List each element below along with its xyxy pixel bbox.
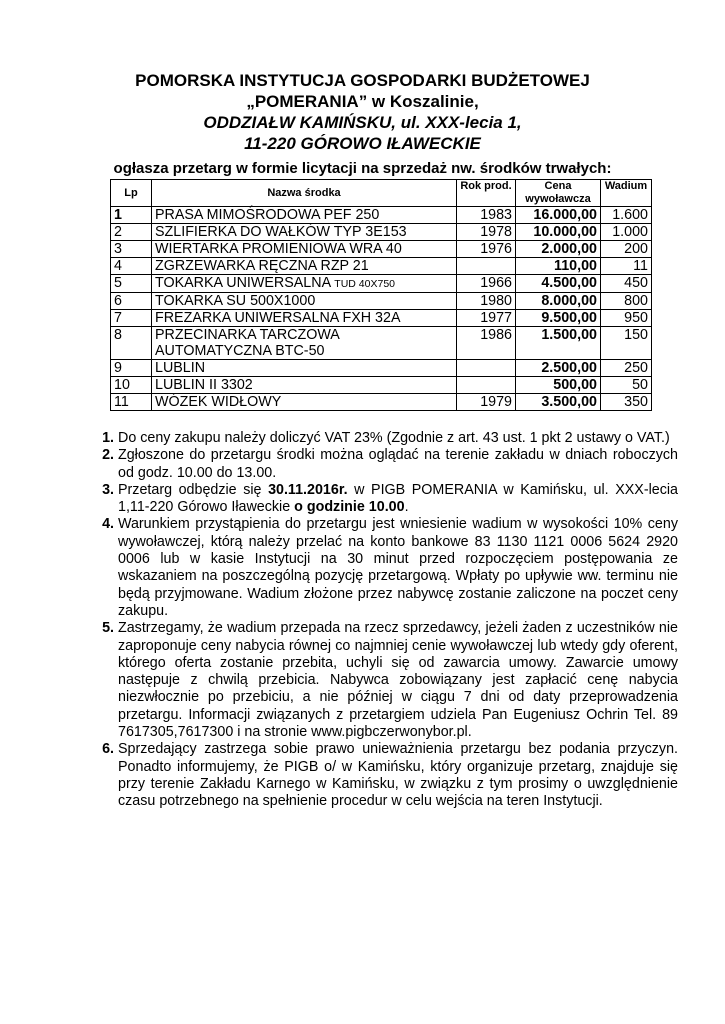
table-row — [111, 377, 652, 394]
document-header — [60, 70, 665, 180]
table-row — [111, 310, 652, 327]
note-6: 6. Sprzedający zastrzega sobie prawo unieważnienia przetargu bez podania przyczyn. Ponadto informujemy, że PIGB o/ w Kamińsku, który organizuje przetarg, znajduje się przy terenie Zakładu Karnego w Kamińsku, w związku z tym prosimy o uwzględnienie czasu potrzebnego na spełnienie procedur w celu wejścia na teren Instytucji. — [118, 741, 678, 810]
note-1: 1. Do ceny zakupu należy doliczyć VAT 23% (Zgodnie z art. 43 ust. 1 pkt 2 ustawy o VAT.) — [118, 430, 678, 447]
row-name — [152, 258, 457, 275]
col-year-header: Rok prod. — [457, 180, 516, 207]
row-name — [152, 377, 457, 394]
note-3-time: o godzinie 10.00 — [294, 499, 405, 516]
row-name-text: SZLIFIERKA DO WAŁKÓW TYP 3E153 — [155, 224, 407, 240]
row-price — [516, 310, 601, 327]
row-year — [457, 327, 516, 360]
note-3 — [118, 482, 678, 517]
row-price-text: 16.000,00 — [533, 207, 597, 223]
row-name — [152, 360, 457, 377]
row-year — [457, 275, 516, 293]
table-row — [111, 258, 652, 275]
row-year-text: 1966 — [480, 275, 512, 291]
row-price-text: 110,00 — [554, 258, 597, 274]
row-lp-text: 9 — [114, 360, 122, 376]
row-name — [152, 207, 457, 224]
note-4: 4. Warunkiem przystąpienia do przetargu jest wniesienie wadium w wysokości 10% ceny wywoławczej, którą należy przelać na konto bankowe 83 1130 1121 0006 5624 2920 0006 lub w kasie Instytucji na 30 minut przed rozpoczęciem postępowania ze wskazaniem na poszczególną pozycję przetargową. Wpłaty po upływie ww. terminu nie będą przyjmowane. Wadium złożone przez nabywcę zostanie zaliczone na poczet ceny zakupu. — [118, 516, 678, 620]
row-year — [457, 293, 516, 310]
row-lp — [111, 275, 152, 293]
row-wadium — [601, 310, 652, 327]
row-lp — [111, 394, 152, 411]
row-name-text: LUBLIN II 3302 — [155, 377, 253, 393]
row-year-text: 1983 — [480, 207, 512, 223]
row-wadium — [601, 377, 652, 394]
row-lp-text: 1 — [114, 207, 122, 223]
row-lp — [111, 224, 152, 241]
row-wadium-text: 450 — [624, 275, 648, 291]
row-price-text: 8.000,00 — [541, 293, 597, 309]
row-name-text: LUBLIN — [155, 360, 206, 376]
row-lp-text: 2 — [114, 224, 122, 240]
row-wadium-text: 200 — [624, 241, 648, 257]
row-wadium — [601, 207, 652, 224]
row-name-text: ZGRZEWARKA RĘCZNA RZP 21 — [155, 258, 369, 274]
row-year-text: 1978 — [480, 224, 512, 240]
table-row — [111, 275, 652, 293]
row-lp — [111, 293, 152, 310]
row-price — [516, 275, 601, 293]
row-year — [457, 310, 516, 327]
row-wadium — [601, 241, 652, 258]
note-3-text-c: . — [404, 499, 409, 516]
row-name — [152, 310, 457, 327]
row-wadium-text: 250 — [624, 360, 648, 376]
row-wadium-text: 11 — [633, 258, 648, 274]
row-lp-text: 7 — [114, 310, 122, 326]
row-name — [152, 327, 457, 360]
row-lp-text: 8 — [114, 327, 122, 343]
row-lp-text: 3 — [114, 241, 122, 257]
row-price — [516, 207, 601, 224]
row-name-text: WÓZEK WIDŁOWY — [155, 394, 282, 410]
row-lp — [111, 241, 152, 258]
row-wadium-text: 150 — [624, 327, 648, 343]
row-lp-text: 6 — [114, 293, 122, 309]
row-year — [457, 224, 516, 241]
row-year-text: 1979 — [480, 394, 512, 410]
row-wadium-text: 950 — [624, 310, 648, 326]
row-year — [457, 241, 516, 258]
table-row — [111, 293, 652, 310]
row-wadium — [601, 360, 652, 377]
branch-postcode: 11-220 GÓROWO IŁAWECKIE — [244, 134, 481, 153]
row-lp-text: 4 — [114, 258, 122, 274]
items-table — [110, 179, 652, 411]
row-lp — [111, 310, 152, 327]
row-lp-text: 10 — [114, 377, 130, 393]
row-price — [516, 394, 601, 411]
row-price-text: 2.000,00 — [541, 241, 597, 257]
row-name-text: PRASA MIMOŚRODOWA PEF 250 — [155, 207, 380, 223]
row-wadium — [601, 327, 652, 360]
institution-city: „POMERANIA” w Koszalinie, — [246, 92, 479, 111]
row-wadium-text: 800 — [624, 293, 648, 309]
row-price-text: 4.500,00 — [541, 275, 597, 291]
row-name — [152, 224, 457, 241]
col-lp-header: Lp — [111, 180, 152, 207]
row-year-text: 1980 — [480, 293, 512, 309]
row-lp — [111, 207, 152, 224]
row-year — [457, 258, 516, 275]
col-name-header: Nazwa środka — [152, 180, 457, 207]
row-price — [516, 224, 601, 241]
row-wadium — [601, 258, 652, 275]
row-wadium — [601, 293, 652, 310]
table-row — [111, 360, 652, 377]
row-price-text: 3.500,00 — [541, 394, 597, 410]
note-3-date: 30.11.2016r. — [268, 481, 348, 498]
note-5: 5. Zastrzegamy, że wadium przepada na rzecz sprzedawcy, jeżeli żaden z uczestników nie zaproponuje ceny nabycia równej co najmniej cenie wywoławczej lub wtedy gdy oferent, którego oferta zostanie przebita, uchyli się od zawarcia umowy. Zawarcie umowy następuje z chwilą przebicia. Nabywca zobowiązany jest zapłacić cenę nabycia niezwłocznie po przebiciu, a nie później w ciągu 7 dni od daty przeprowadzenia przetargu. Informacji związanych z przetargiem udziela Pan Eugeniusz Ochrin Tel. 89 7617305,7617300 i na stronie www.pigbczerwonybor.pl. — [118, 620, 678, 741]
table-row — [111, 327, 652, 360]
row-lp — [111, 360, 152, 377]
row-wadium — [601, 394, 652, 411]
note-3-text-b: w PIGB POMERANIA w Kamińsku, ul. XXX-lecia 1,11-220 Górowo Iławeckie — [118, 481, 678, 516]
row-lp-text: 11 — [114, 394, 129, 410]
row-wadium-text: 50 — [632, 377, 648, 393]
row-wadium — [601, 275, 652, 293]
table-row — [111, 241, 652, 258]
row-year — [457, 394, 516, 411]
row-year-text: 1977 — [480, 310, 512, 326]
row-price-text: 500,00 — [553, 377, 597, 393]
row-name-text: FREZARKA UNIWERSALNA FXH 32A — [155, 310, 401, 326]
row-name-suffix: TUD 40X750 — [334, 278, 395, 290]
note-3-text-a: Przetarg odbędzie się — [118, 481, 269, 498]
row-year — [457, 207, 516, 224]
row-wadium — [601, 224, 652, 241]
row-wadium-text: 350 — [624, 394, 648, 410]
row-name — [152, 394, 457, 411]
row-wadium-text: 1.600 — [612, 207, 648, 223]
row-lp — [111, 327, 152, 360]
row-name — [152, 293, 457, 310]
row-lp — [111, 377, 152, 394]
row-price — [516, 377, 601, 394]
table-header-row — [111, 180, 652, 207]
row-price — [516, 360, 601, 377]
row-year — [457, 360, 516, 377]
note-2: 2. Zgłoszone do przetargu środki można oglądać na terenie zakładu w dniach roboczych od godz. 10.00 do 13.00. — [118, 447, 678, 482]
row-lp — [111, 258, 152, 275]
row-price-text: 1.500,00 — [541, 327, 597, 343]
table-row — [111, 224, 652, 241]
row-price-text: 10.000,00 — [533, 224, 597, 240]
branch-address: ODDZIAŁW KAMIŃSKU, ul. XXX-lecia 1, — [203, 113, 522, 132]
row-lp-text: 5 — [114, 275, 122, 291]
col-price-header: Cena wywoławcza — [516, 180, 601, 207]
notes-list — [100, 430, 678, 811]
row-price-text: 9.500,00 — [541, 310, 597, 326]
row-price — [516, 293, 601, 310]
row-name-text: WIERTARKA PROMIENIOWA WRA 40 — [155, 241, 402, 257]
row-wadium-text: 1.000 — [612, 224, 648, 240]
row-name-text: TOKARKA SU 500X1000 — [155, 293, 316, 309]
row-name-text: TOKARKA UNIWERSALNA — [155, 275, 335, 291]
row-name — [152, 275, 457, 293]
row-price — [516, 258, 601, 275]
table-body — [111, 207, 652, 411]
institution-name: POMORSKA INSTYTUCJA GOSPODARKI BUDŻETOWEJ — [135, 71, 590, 90]
row-price — [516, 327, 601, 360]
row-name-text: PRZECINARKA TARCZOWA AUTOMATYCZNA BTC-50 — [155, 327, 340, 359]
row-price-text: 2.500,00 — [541, 360, 597, 376]
row-price — [516, 241, 601, 258]
row-year — [457, 377, 516, 394]
row-year-text: 1976 — [480, 241, 512, 257]
table-row — [111, 394, 652, 411]
table-row — [111, 207, 652, 224]
row-year-text: 1986 — [480, 327, 512, 343]
row-name — [152, 241, 457, 258]
col-wadium-header: Wadium — [601, 180, 652, 207]
announcement-intro: ogłasza przetarg w formie licytacji na sprzedaż nw. środków trwałych: — [113, 160, 612, 177]
